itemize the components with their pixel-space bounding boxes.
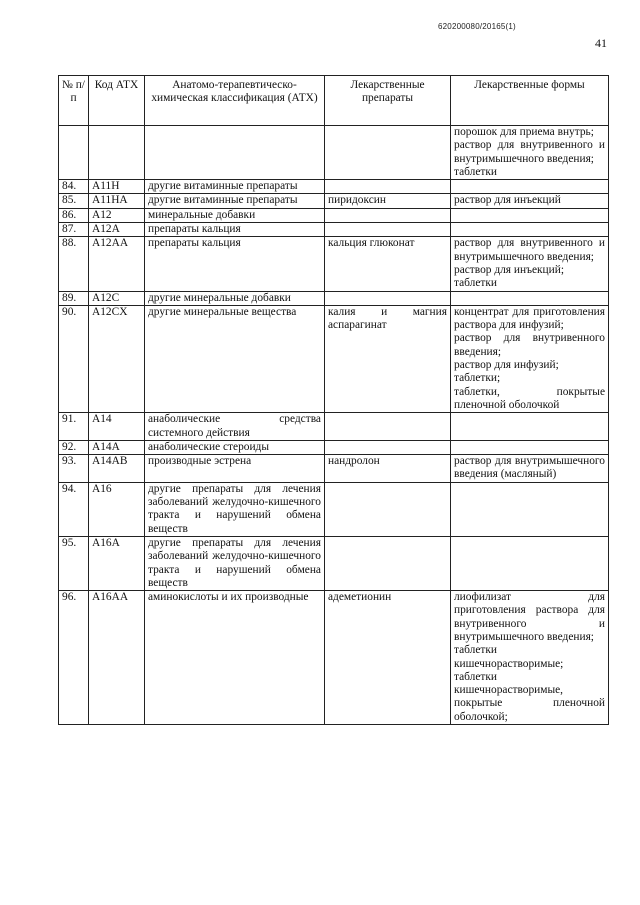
- cell-forms: [451, 180, 609, 194]
- cell-atc-code: A11HA: [89, 194, 145, 208]
- cell-atc-classification: минеральные добавки: [145, 208, 325, 222]
- cell-atc-classification: другие минеральные добавки: [145, 291, 325, 305]
- cell-number: 96.: [59, 591, 89, 725]
- cell-number: 86.: [59, 208, 89, 222]
- col-header-drugs: Лекарственные препараты: [325, 76, 451, 126]
- cell-number: 90.: [59, 305, 89, 412]
- cell-atc-classification: анаболические стероиды: [145, 440, 325, 454]
- cell-forms: [451, 536, 609, 590]
- cell-atc-code: A12: [89, 208, 145, 222]
- cell-atc-classification: другие витаминные препараты: [145, 194, 325, 208]
- cell-forms: лиофилизат для приготовления раствора для внутривенного и внутримышечного введения; таблетки кишечнорастворимые; таблетки кишечнорастворимые, покрытые пленочной оболочкой;: [451, 591, 609, 725]
- cell-forms: раствор для инъекций: [451, 194, 609, 208]
- page-number: 41: [595, 36, 607, 50]
- cell-drug: [325, 180, 451, 194]
- cell-atc-classification: анаболические средства системного действия: [145, 413, 325, 441]
- cell-atc-code: A12A: [89, 223, 145, 237]
- cell-atc-code: A14A: [89, 440, 145, 454]
- cell-drug: [325, 413, 451, 441]
- cell-atc-classification: препараты кальция: [145, 223, 325, 237]
- cell-drug: кальция глюконат: [325, 237, 451, 291]
- cell-atc-classification: аминокислоты и их производные: [145, 591, 325, 725]
- cell-atc-code: A14: [89, 413, 145, 441]
- cell-atc-code: A12C: [89, 291, 145, 305]
- col-header-number: № п/п: [59, 76, 89, 126]
- medicines-table: [58, 75, 609, 725]
- table-row: [59, 413, 609, 441]
- cell-number: 85.: [59, 194, 89, 208]
- cell-number: 91.: [59, 413, 89, 441]
- cell-atc-code: A16: [89, 482, 145, 536]
- cell-forms: [451, 208, 609, 222]
- cell-forms: [451, 413, 609, 441]
- cell-forms: порошок для приема внутрь; раствор для внутривенного и внутримышечного введения; таблетки: [451, 126, 609, 180]
- cell-forms: [451, 440, 609, 454]
- col-header-forms: Лекарственные формы: [451, 76, 609, 126]
- cell-atc-code: A16AA: [89, 591, 145, 725]
- cell-number: 95.: [59, 536, 89, 590]
- cell-number: 94.: [59, 482, 89, 536]
- cell-atc-code: A11H: [89, 180, 145, 194]
- table-row: [59, 180, 609, 194]
- col-header-atc-classification: Анатомо-терапевтическо-химическая классификация (АТХ): [145, 76, 325, 126]
- cell-drug: нандролон: [325, 455, 451, 483]
- table-row: [59, 482, 609, 536]
- cell-drug: [325, 291, 451, 305]
- cell-drug: [325, 208, 451, 222]
- cell-atc-classification: другие минеральные вещества: [145, 305, 325, 412]
- cell-atc-classification: другие препараты для лечения заболеваний желудочно-кишечного тракта и нарушений обмена веществ: [145, 482, 325, 536]
- table-row: [59, 536, 609, 590]
- cell-number: 93.: [59, 455, 89, 483]
- cell-forms: [451, 291, 609, 305]
- cell-forms: [451, 223, 609, 237]
- table-row: [59, 291, 609, 305]
- table-row: [59, 223, 609, 237]
- cell-drug: калия и магния аспарагинат: [325, 305, 451, 412]
- cell-number: [59, 126, 89, 180]
- cell-drug: [325, 223, 451, 237]
- cell-drug: [325, 440, 451, 454]
- cell-number: 92.: [59, 440, 89, 454]
- cell-atc-classification: препараты кальция: [145, 237, 325, 291]
- cell-atc-classification: [145, 126, 325, 180]
- col-header-atc-code: Код АТХ: [89, 76, 145, 126]
- table-row: [59, 194, 609, 208]
- cell-forms: концентрат для приготовления раствора для инфузий; раствор для внутривенного введения; раствор для инфузий; таблетки; таблетки, покрытые пленочной оболочкой: [451, 305, 609, 412]
- cell-atc-code: [89, 126, 145, 180]
- table-row: [59, 305, 609, 412]
- cell-drug: [325, 126, 451, 180]
- table-row: [59, 237, 609, 291]
- cell-atc-classification: другие препараты для лечения заболеваний желудочно-кишечного тракта и нарушений обмена веществ: [145, 536, 325, 590]
- document-code: 620200080/20165(1): [438, 22, 516, 31]
- cell-drug: адеметионин: [325, 591, 451, 725]
- cell-number: 88.: [59, 237, 89, 291]
- cell-atc-code: A12CX: [89, 305, 145, 412]
- table-row: [59, 208, 609, 222]
- cell-atc-code: A14AB: [89, 455, 145, 483]
- cell-forms: раствор для внутримышечного введения (масляный): [451, 455, 609, 483]
- cell-drug: [325, 482, 451, 536]
- cell-atc-classification: другие витаминные препараты: [145, 180, 325, 194]
- cell-forms: [451, 482, 609, 536]
- cell-atc-code: A12AA: [89, 237, 145, 291]
- cell-number: 89.: [59, 291, 89, 305]
- cell-number: 84.: [59, 180, 89, 194]
- table-row: [59, 440, 609, 454]
- cell-drug: пиридоксин: [325, 194, 451, 208]
- cell-atc-code: A16A: [89, 536, 145, 590]
- cell-drug: [325, 536, 451, 590]
- cell-forms: раствор для внутривенного и внутримышечного введения; раствор для инъекций; таблетки: [451, 237, 609, 291]
- table-body: [59, 126, 609, 725]
- table-row: [59, 455, 609, 483]
- table-header-row: [59, 76, 609, 126]
- table-row: [59, 591, 609, 725]
- cell-atc-classification: производные эстрена: [145, 455, 325, 483]
- cell-number: 87.: [59, 223, 89, 237]
- table-row: [59, 126, 609, 180]
